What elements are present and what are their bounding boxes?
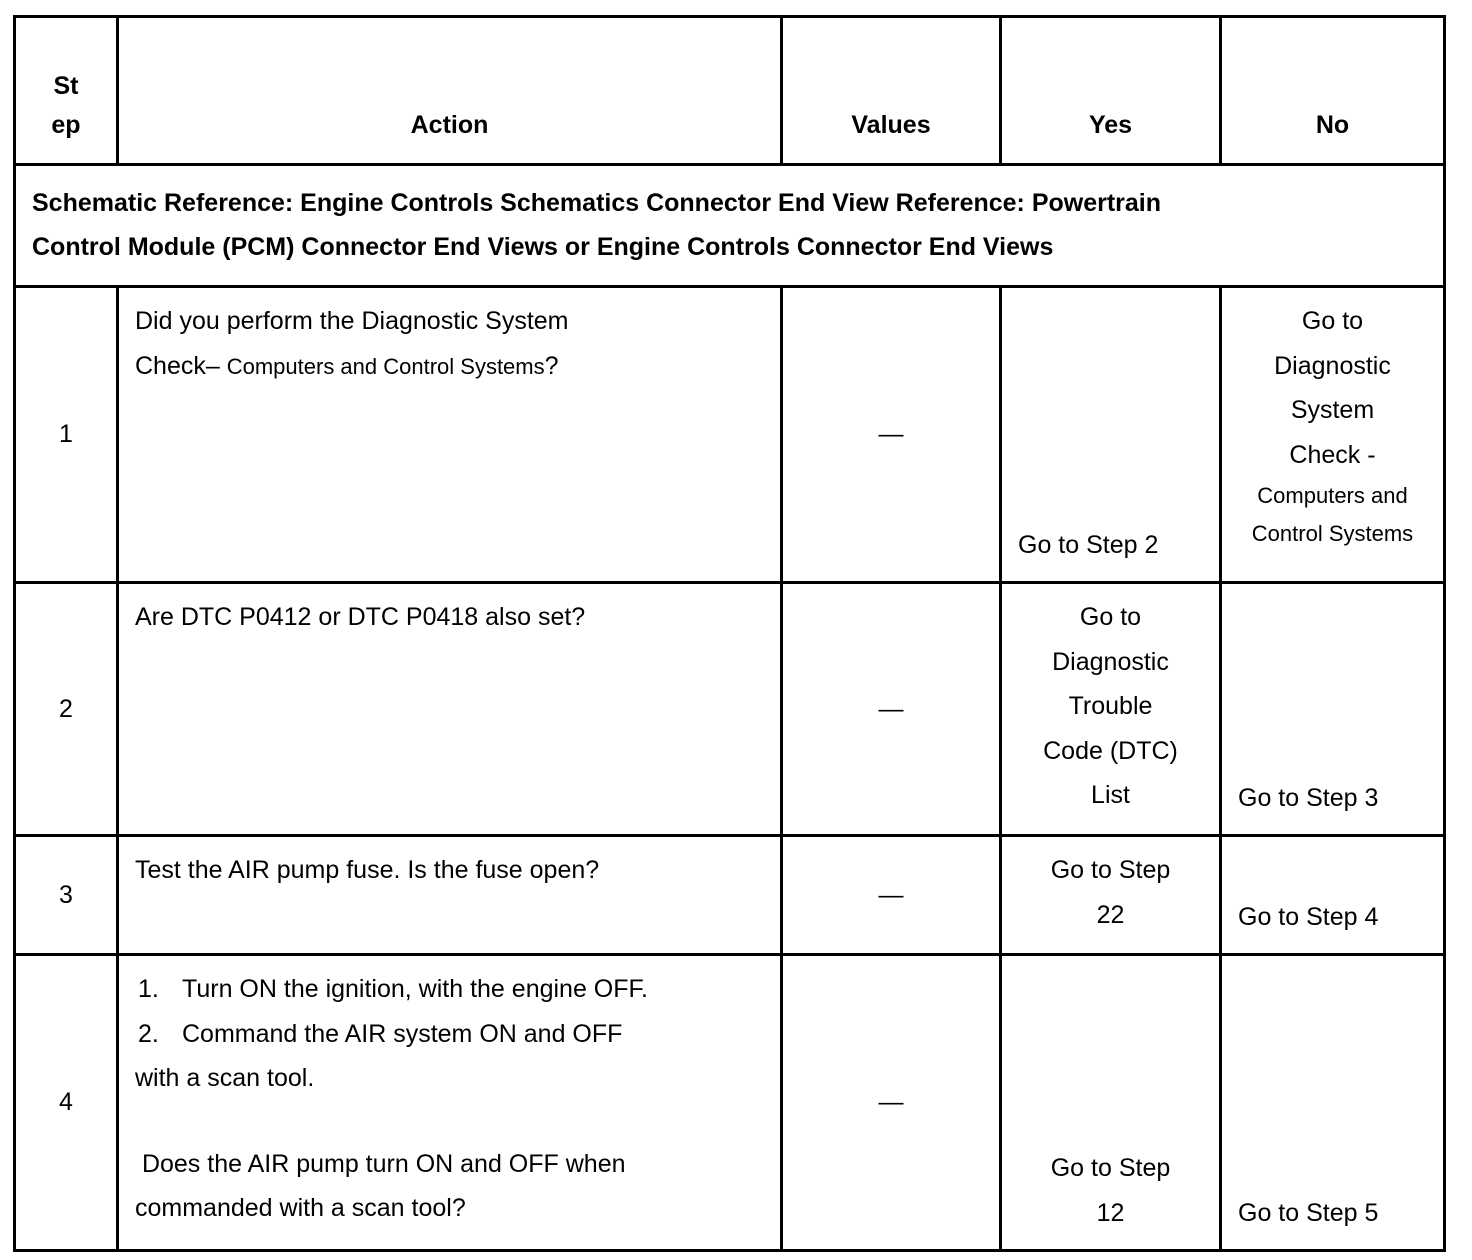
list-number: 2. [138,1019,159,1048]
no-link[interactable] [1222,288,1443,553]
yes-cell [1001,836,1221,955]
action-list [135,967,764,1056]
table-row [15,955,1445,1251]
action-cell [118,287,782,583]
list-item [135,967,764,1012]
action-cell [118,955,782,1251]
yes-line: Go to Step [1050,1154,1171,1182]
header-row [15,17,1445,165]
step-number: 1 [15,287,118,583]
diagnostic-table [13,15,1446,1252]
action-check: Check– [135,351,227,380]
no-line: Check - [1289,440,1376,469]
no-line: System [1290,396,1375,424]
step-number: 3 [15,836,118,955]
yes-line: 22 [1096,900,1125,929]
action-cell [118,836,782,955]
header-yes: Yes [1001,17,1221,165]
schematic-line1: Schematic Reference: Engine Controls Schematics Connector End View Reference: Powertrain [32,189,1162,217]
list-text: Command the AIR system ON and OFF [182,1019,623,1048]
no-line: Diagnostic [1274,351,1391,380]
no-cell [1221,955,1445,1251]
schematic-reference [15,165,1445,287]
list-number: 1. [138,975,159,1003]
action-question-mark: ? [544,351,559,380]
table-row [15,287,1445,583]
values-cell: — [782,955,1001,1251]
action-question-line2: commanded with a scan tool? [135,1194,466,1222]
step-number: 4 [15,955,118,1251]
action-continue: with a scan tool. [135,1064,315,1092]
schematic-reference-row [15,165,1445,287]
no-link[interactable]: Go to Step 4 [1238,902,1379,931]
no-line: Go to [1301,307,1364,335]
no-small-line: Computers and [1257,483,1408,508]
action-text: Did you perform the Diagnostic System [135,307,569,335]
values-cell: — [782,583,1001,836]
action-question: Does the AIR pump turn ON and OFF when [135,1149,626,1178]
no-cell [1221,287,1445,583]
yes-link[interactable] [1002,584,1219,818]
yes-cell [1001,287,1221,583]
header-step-line2: ep [51,111,81,139]
list-item [135,1012,764,1057]
action-small-text: Computers and Control Systems [226,353,545,379]
no-link[interactable]: Go to Step 5 [1238,1198,1379,1227]
yes-cell [1001,955,1221,1251]
no-cell [1221,836,1445,955]
no-link[interactable]: Go to Step 3 [1238,783,1379,812]
header-step-line1: St [53,72,79,100]
table-row [15,583,1445,836]
yes-line: List [1091,781,1130,809]
yes-cell [1001,583,1221,836]
yes-link[interactable] [1002,837,1219,937]
yes-line: Code (DTC) [1043,736,1178,765]
yes-line: Go to Step [1050,856,1171,884]
yes-line: Go to [1079,603,1142,631]
header-action: Action [118,17,782,165]
list-text: Turn ON the ignition, with the engine OFF. [182,975,648,1003]
action-cell [118,583,782,836]
yes-line: 12 [1096,1198,1125,1227]
no-cell [1221,583,1445,836]
no-small-line: Control Systems [1251,521,1414,546]
yes-line: Diagnostic [1052,647,1169,676]
header-no: No [1221,17,1445,165]
table-row [15,836,1445,955]
step-number: 2 [15,583,118,836]
action-text: Are DTC P0412 or DTC P0418 also set? [135,603,586,631]
yes-line: Trouble [1068,692,1153,720]
schematic-line2: Control Module (PCM) Connector End Views or Engine Controls Connector End Views [32,233,1054,261]
yes-link[interactable] [1002,1146,1219,1235]
header-step [15,17,118,165]
action-text-line2 [135,344,764,390]
values-cell: — [782,287,1001,583]
values-cell: — [782,836,1001,955]
action-text: Test the AIR pump fuse. Is the fuse open? [135,856,600,884]
header-values: Values [782,17,1001,165]
yes-link[interactable]: Go to Step 2 [1018,530,1159,559]
